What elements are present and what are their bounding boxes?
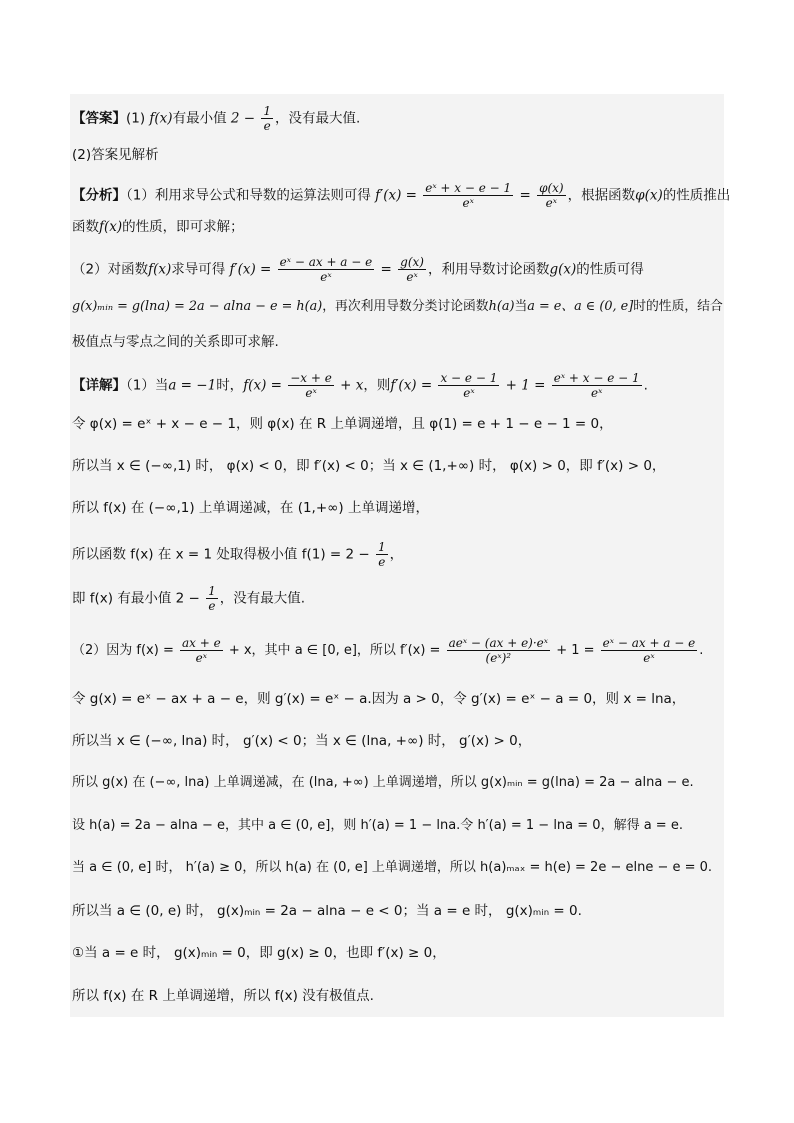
detail-line-10: 所以 g(x) 在 (−∞, lna) 上单调递减，在 (lna, +∞) 上单调递增，所以 g(x)ₘᵢₙ = g(lna) = 2a − alna − e. [72, 775, 694, 790]
analysis-text: 的性质可得 [576, 261, 644, 278]
answer-f: f(x) [149, 110, 173, 127]
detail-frac-5: $\frac{1}{e}$ [377, 540, 386, 569]
analysis-gmin: g(x)ₘᵢₙ = g(lna) = 2a − alna − e = h(a) [72, 299, 323, 314]
analysis-line-5: 极值点与零点之间的关系即可求解. [72, 334, 279, 350]
detail-line-6 [72, 584, 722, 613]
detail-text: . [643, 377, 648, 394]
answer-tag: 【答案】 [72, 110, 126, 127]
detail-line-13: 所以当 a ∈ (0, e) 时， g(x)ₘᵢₙ = 2a − alna − e < 0；当 a = e 时， g(x)ₘᵢₙ = 0. [72, 903, 582, 919]
analysis-frac-1: $\frac{\text{eˣ + x − e − 1}}{\text{eˣ}}$ [425, 181, 512, 210]
analysis-text: ，再次利用导数分类讨论函数 [322, 299, 489, 314]
analysis-text: （1）利用求导公式和导数的运算法则可得 [126, 187, 371, 204]
analysis-fprime: f′(x) = [229, 261, 272, 278]
answer-value: 2 − [230, 110, 256, 127]
answer-line [72, 104, 722, 133]
detail-text: 所以函数 f(x) 在 x = 1 处取得极小值 f(1) = 2 − [72, 546, 370, 563]
analysis-text: 的性质推出 [662, 187, 731, 204]
analysis-frac-3: $\frac{\text{eˣ − ax + a − e}}{\text{eˣ}}$ [279, 255, 373, 284]
analysis-line-2 [72, 218, 722, 236]
detail-text: . [699, 643, 704, 658]
analysis-line-3 [72, 255, 722, 284]
detail-frac-1: $\frac{-x + e}{\text{eˣ}}$ [290, 371, 332, 400]
detail-math: f′(x) = [390, 377, 433, 394]
detail-text: 即 f(x) 有最小值 2 − [72, 590, 200, 607]
detail-line-8: 令 g(x) = eˣ − ax + a − e，则 g′(x) = eˣ − a.因为 a > 0，令 g′(x) = eˣ − a = 0，则 x = lna， [72, 691, 686, 707]
detail-line-1 [72, 371, 722, 400]
detail-text: （1）当 [126, 377, 169, 394]
analysis-frac-4: $\frac{g(x)}{\text{eˣ}}$ [400, 255, 424, 284]
analysis-text: 当 [514, 299, 528, 314]
detail-frac-9: $\frac{\text{eˣ − ax + a − e}}{\text{eˣ}}$ [602, 636, 696, 665]
answer-text: 有最小值 [172, 110, 227, 127]
detail-text: （2）因为 f(x) = [72, 643, 174, 658]
analysis-ha: h(a) [488, 299, 515, 314]
detail-text: 时， [216, 377, 244, 394]
detail-text: ，则 [363, 377, 391, 394]
analysis-tag: 【分析】 [72, 187, 126, 204]
analysis-text: 的性质，即可求解； [122, 219, 244, 235]
detail-line-14: ①当 a = e 时， g(x)ₘᵢₙ = 0，即 g(x) ≥ 0，也即 f′(x) ≥ 0， [72, 945, 446, 961]
detail-line-15: 所以 f(x) 在 R 上单调递增，所以 f(x) 没有极值点. [72, 988, 374, 1004]
detail-frac-8: $\frac{\text{aeˣ − (ax + e)·eˣ}}{\text{(eˣ)²}}$ [448, 636, 549, 665]
detail-math: + 1 = [505, 377, 546, 394]
detail-frac-3: $\frac{\text{eˣ + x − e − 1}}{\text{eˣ}}$ [553, 371, 640, 400]
analysis-phi: φ(x) [635, 187, 663, 204]
detail-math: + x [340, 377, 364, 394]
detail-tag: 【详解】 [72, 377, 126, 394]
analysis-text: 函数 [72, 219, 99, 235]
detail-line-2: 令 φ(x) = eˣ + x − e − 1，则 φ(x) 在 R 上单调递增，且 φ(1) = e + 1 − e − 1 = 0， [72, 416, 613, 432]
analysis-f: f(x) [99, 219, 123, 235]
answer2-line: (2)答案见解析 [72, 147, 159, 163]
analysis-line-4 [72, 298, 722, 316]
answer-fraction: $\frac{1}{e}$ [263, 104, 272, 133]
analysis-cond: a = e、a ∈ (0, e] [527, 299, 634, 314]
detail-text: ，没有最大值. [219, 590, 306, 607]
detail-text: ， [389, 546, 404, 563]
detail-line-11: 设 h(a) = 2a − alna − e，其中 a ∈ (0, e]，则 h′(a) = 1 − lna.令 h′(a) = 1 − lna = 0，解得 a = e. [72, 818, 683, 833]
detail-line-12: 当 a ∈ (0, e] 时， h′(a) ≥ 0，所以 h(a) 在 (0, e] 上单调递增，所以 h(a)ₘₐₓ = h(e) = 2e − elne − e = 0. [72, 860, 713, 875]
analysis-text: （2）对函数 [72, 261, 149, 278]
analysis-line-1 [72, 181, 731, 210]
detail-frac-6: $\frac{1}{e}$ [208, 584, 216, 613]
detail-frac-2: $\frac{x - e - 1}{\text{eˣ}}$ [440, 371, 498, 400]
detail-math: f(x) = [243, 377, 282, 394]
analysis-text: 求导可得 [171, 261, 226, 278]
analysis-text: ，根据函数 [567, 187, 636, 204]
analysis-f: f(x) [148, 261, 172, 278]
detail-frac-7: $\frac{ax + e}{\text{eˣ}}$ [181, 636, 221, 665]
detail-line-5 [72, 540, 722, 569]
analysis-fprime: f′(x) = [375, 187, 417, 204]
analysis-frac-2: $\frac{\varphi(x)}{\text{eˣ}}$ [539, 181, 564, 210]
detail-text: + x，其中 a ∈ [0, e]，所以 f′(x) = [228, 643, 441, 658]
detail-line-7 [72, 636, 722, 665]
detail-line-9: 所以当 x ∈ (−∞, lna) 时， g′(x) < 0；当 x ∈ (lna, +∞) 时， g′(x) > 0， [72, 733, 532, 749]
analysis-text: ，利用导数讨论函数 [427, 261, 550, 278]
equals: = [519, 187, 531, 204]
analysis-g: g(x) [549, 261, 577, 278]
answer-text-2: ，没有最大值. [275, 110, 361, 127]
answer-part1: (1) [126, 110, 146, 127]
equals: = [380, 261, 392, 278]
detail-text: + 1 = [556, 643, 595, 658]
analysis-text: 时的性质，结合 [633, 299, 723, 314]
detail-line-4: 所以 f(x) 在 (−∞,1) 上单调递减，在 (1,+∞) 上单调递增， [72, 500, 429, 516]
detail-line-3: 所以当 x ∈ (−∞,1) 时， φ(x) < 0，即 f′(x) < 0；当 x ∈ (1,+∞) 时， φ(x) > 0，即 f′(x) > 0， [72, 458, 666, 474]
detail-math: a = −1 [168, 377, 217, 394]
